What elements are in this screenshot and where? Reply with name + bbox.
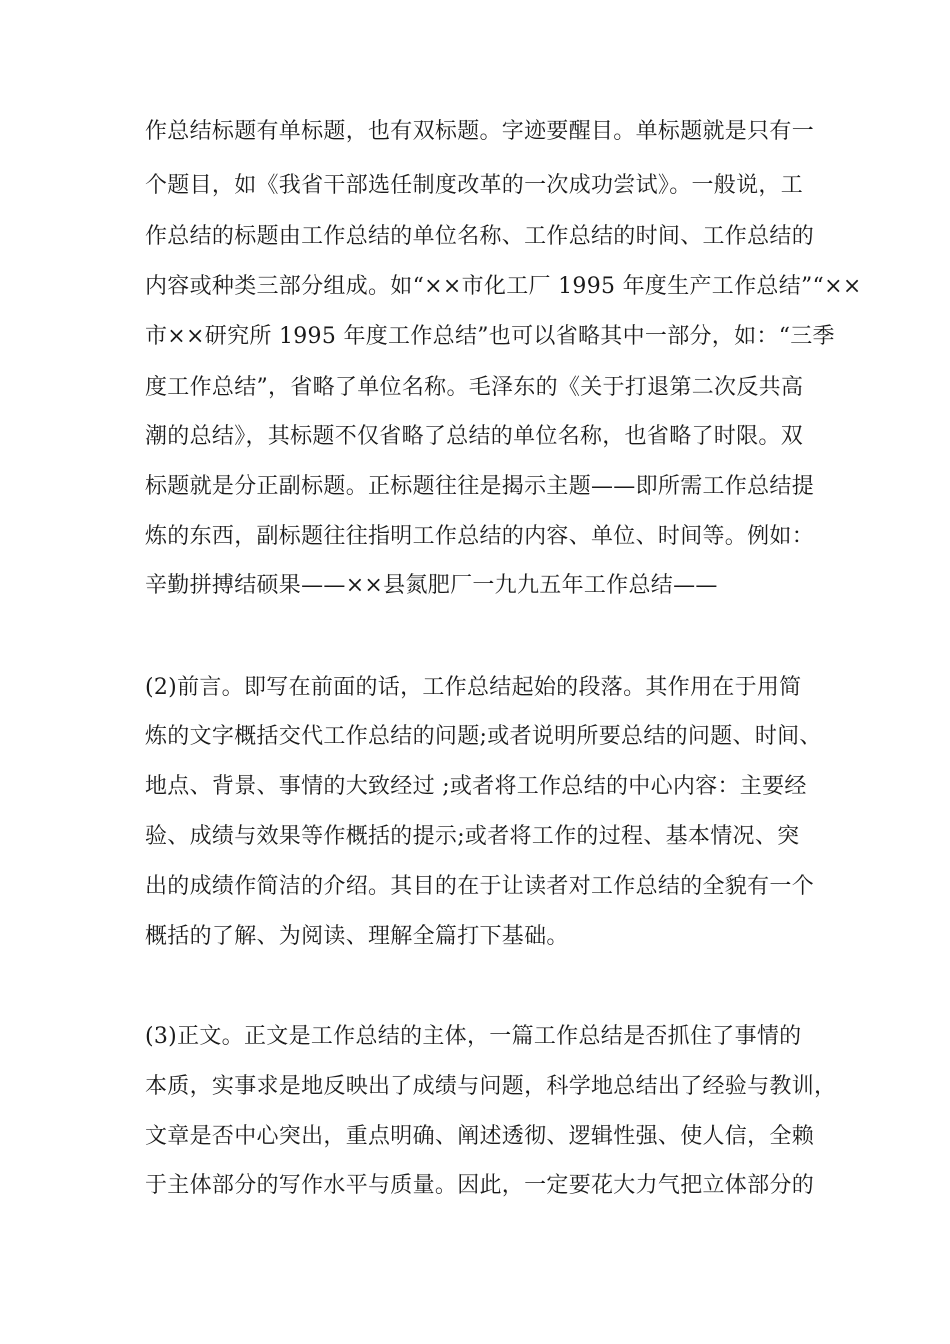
text-line: 炼的东西，副标题往往指明工作总结的内容、单位、时间等。例如： (145, 524, 815, 549)
text-line: 出的成绩作简洁的介绍。其目的在于让读者对工作总结的全貌有一个 (145, 874, 815, 899)
text-line: 潮的总结》，其标题不仅省略了总结的单位名称，也省略了时限。双 (145, 424, 804, 449)
text-line: 作总结的标题由工作总结的单位名称、工作总结的时间、工作总结的 (145, 224, 815, 249)
text-line: (3)正文。正文是工作总结的主体，一篇工作总结是否抓住了事情的 (145, 1024, 802, 1049)
text-line: 本质，实事求是地反映出了成绩与问题，科学地总结出了经验与教训， (145, 1074, 837, 1099)
text-line: 辛勤拼搏结硕果——××县氮肥厂一九九五年工作总结—— (145, 573, 718, 598)
text-line: 个题目，如《我省干部选任制度改革的一次成功尝试》。一般说，工 (145, 173, 804, 198)
text-line: 概括的了解、为阅读、理解全篇打下基础。 (145, 924, 569, 949)
text-line: 作总结标题有单标题，也有双标题。字迹要醒目。单标题就是只有一 (145, 119, 815, 144)
text-line: (2)前言。即写在前面的话，工作总结起始的段落。其作用在于用简 (145, 675, 802, 700)
text-line: 内容或种类三部分组成。如“××市化工厂 1995 年度生产工作总结”“×× (145, 274, 862, 299)
text-line: 验、成绩与效果等作概括的提示;或者将工作的过程、基本情况、突 (145, 824, 800, 849)
text-line: 市××研究所 1995 年度工作总结”也可以省略其中一部分，如：“三季 (145, 324, 835, 349)
text-line: 标题就是分正副标题。正标题往往是揭示主题——即所需工作总结提 (145, 474, 815, 499)
text-line: 文章是否中心突出，重点明确、阐述透彻、逻辑性强、使人信，全赖 (145, 1124, 815, 1149)
text-line: 炼的文字概括交代工作总结的问题;或者说明所要总结的问题、时间、 (145, 724, 822, 749)
text-line: 度工作总结”，省略了单位名称。毛泽东的《关于打退第二次反共高 (145, 375, 804, 400)
text-line: 地点、背景、事情的大致经过 ;或者将工作总结的中心内容：主要经 (145, 774, 807, 799)
text-line: 于主体部分的写作水平与质量。因此，一定要花大力气把立体部分的 (145, 1173, 815, 1198)
